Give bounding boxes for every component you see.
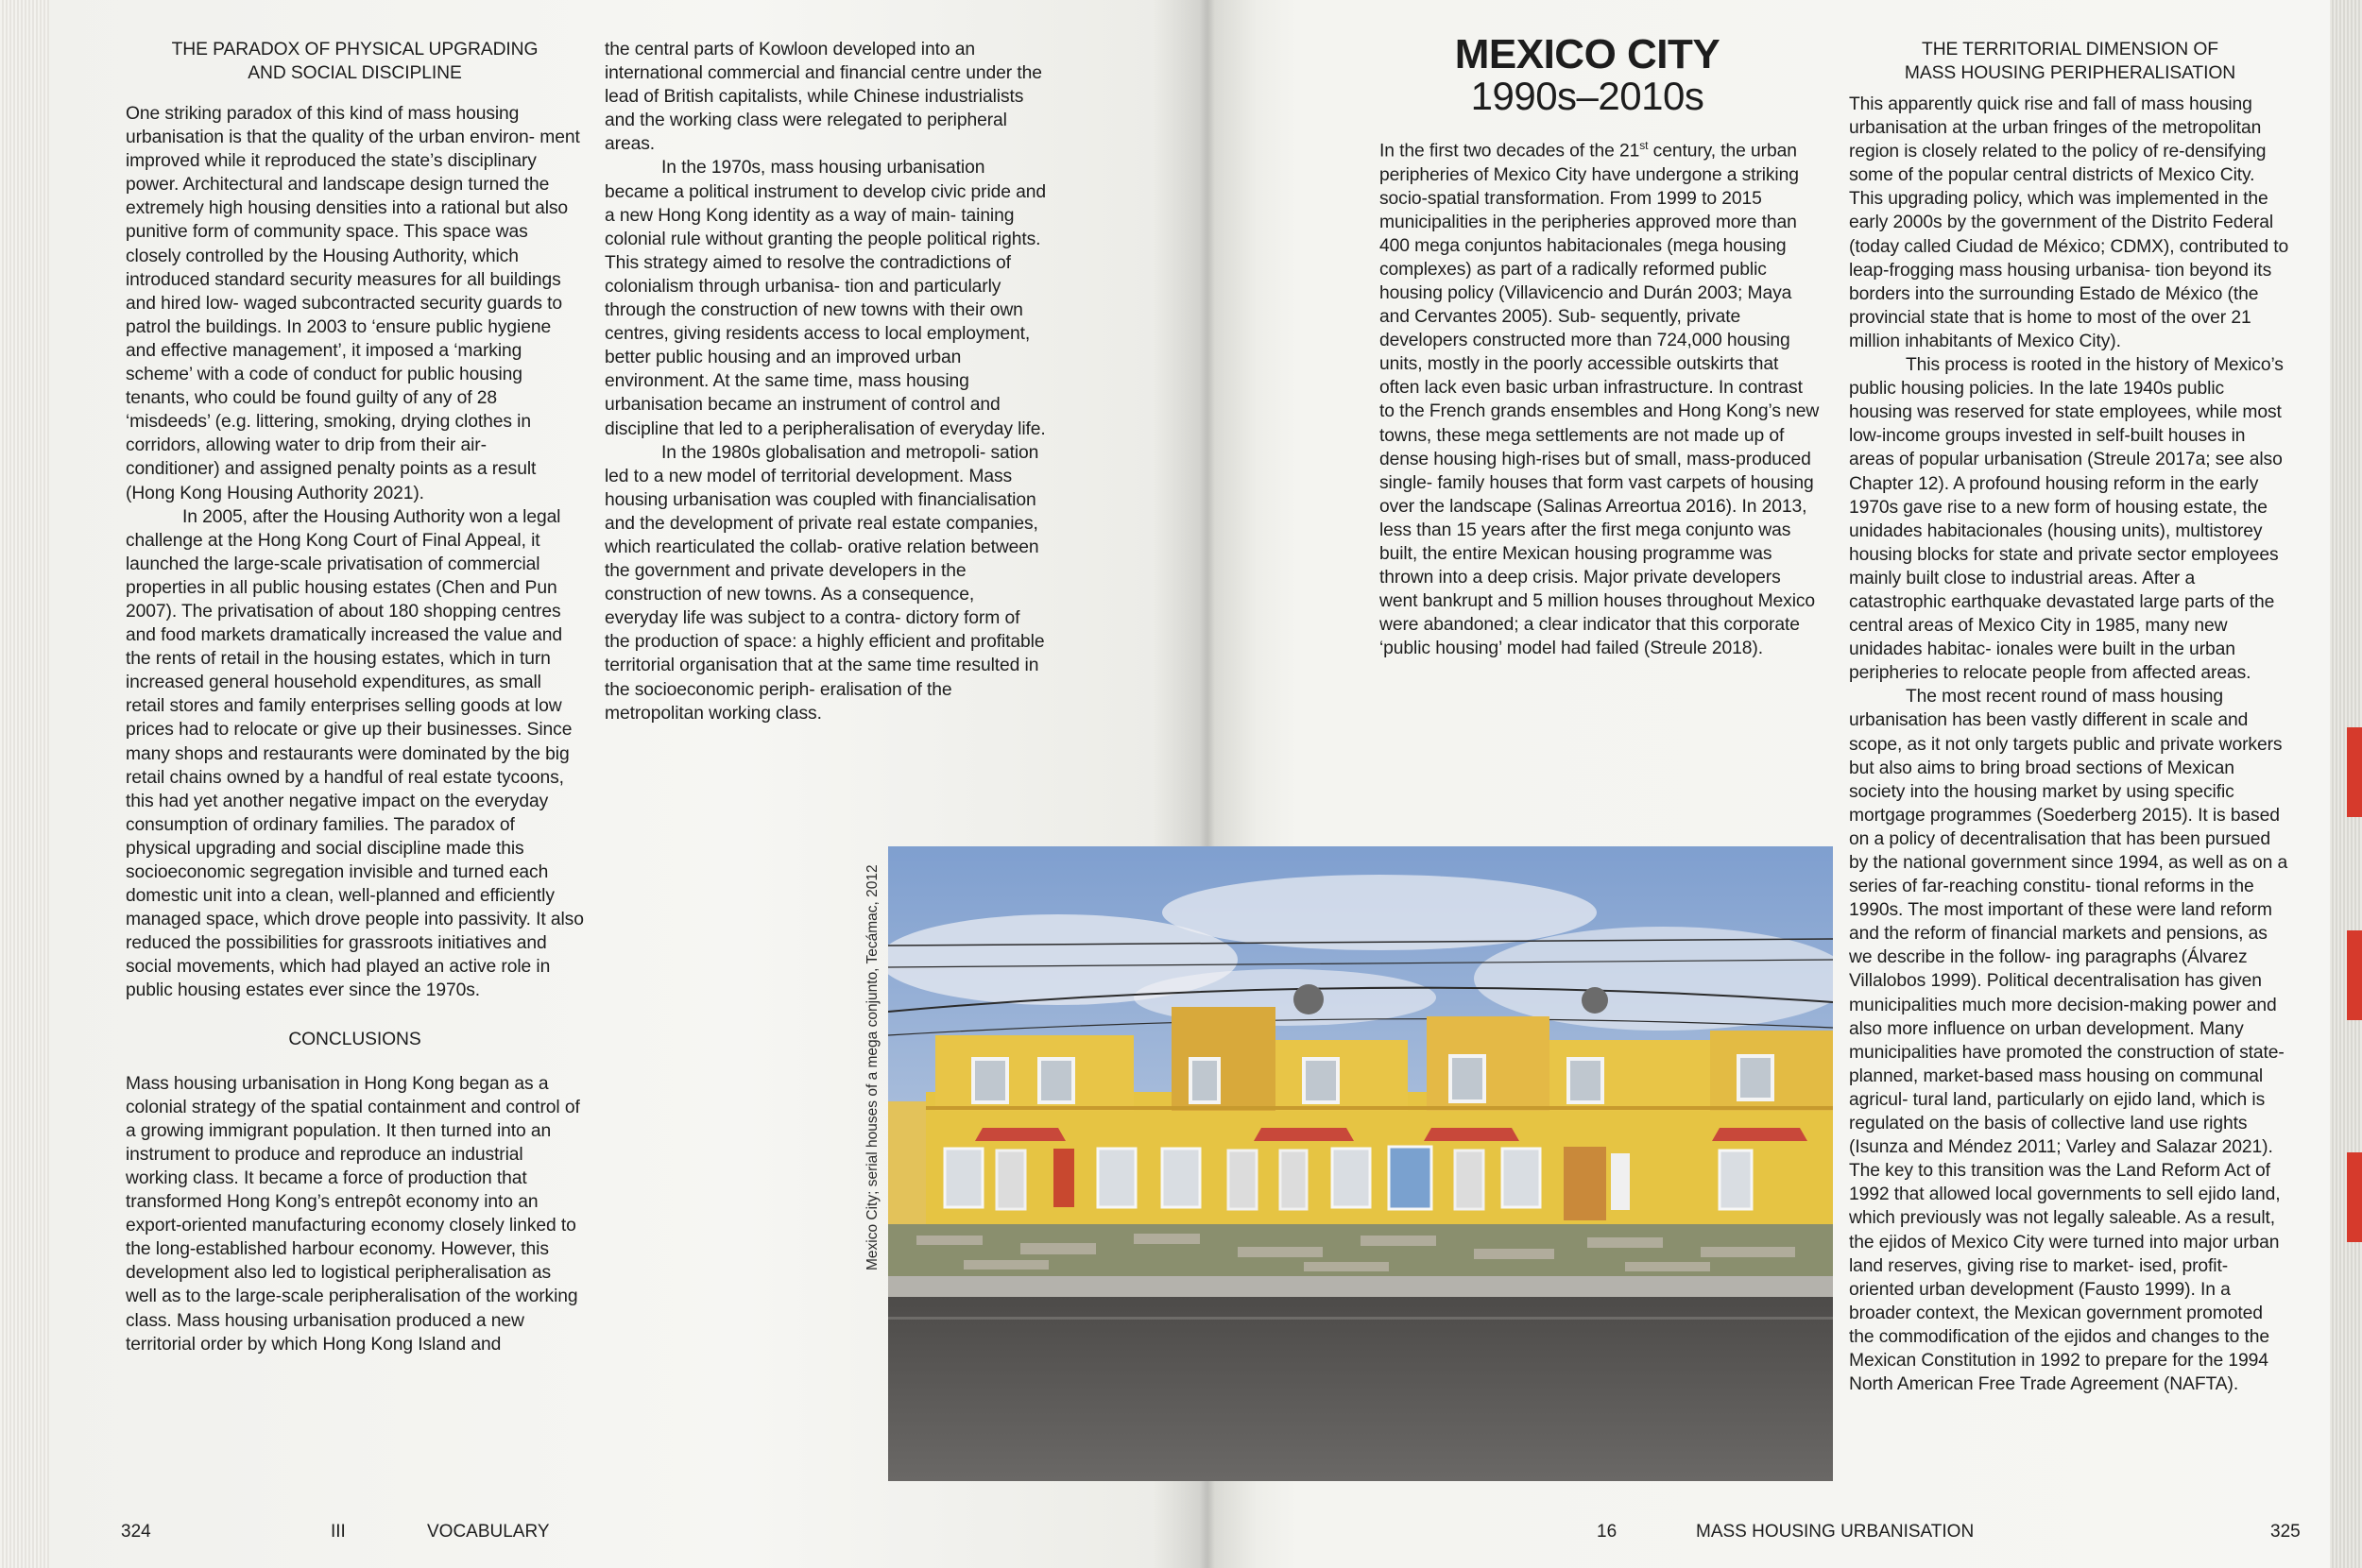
left-page-edge	[0, 0, 57, 1568]
left-column-1	[126, 38, 584, 1356]
body-paragraph-intro	[1379, 134, 1822, 660]
left-column-2	[605, 38, 1047, 725]
chapter-title	[1431, 31, 1743, 118]
body-paragraph: In 2005, after the Housing Authority won a legal challenge at the Hong Kong Court of Final Appeal, it launched the large-scale privatisation of commercial properties in all public housing estates (Chen and Pun 2007). The privatisation of about 180 shopping centres and food markets dramatically increased the value and the rents of retail in the housing estates, which in turn increased general household expenditures, as small retail stores and family enterprises selling goods at low prices had to relocate or give up their businesses. Since many shops and restaurants were dominated by the big retail chains owned by a handful of real estate tycoons, this had yet another negative impact on the everyday consumption of ordinary families. The paradox of physical upgrading and social discipline made this socioeconomic segregation invisible and turned each domestic unit into a clean, well-planned and efficiently managed space, which drove people into passivity. It also reduced the possibilities for grassroots initiatives and social movements, which had played an active role in public housing estates ever since the 1970s.	[126, 506, 584, 1001]
footer-section-right: MASS HOUSING URBANISATION	[1696, 1522, 1975, 1542]
body-paragraph: One striking paradox of this kind of mass housing urbanisation is that the quality of the urban environ- ment improved while it reproduced the state’s disciplinary power. Architectural and landscape design turned the extremely high housing densities into a rational but also punitive form of community space. This space was closely controlled by the Housing Authority, which introduced standard security measures for all buildings and hired low- waged subcontracted security guards to patrol the buildings. In 2003 to ‘ensure public hygiene and effective management’, it imposed a ‘marking scheme’ with a code of conduct for public housing tenants, who could be found guilty of any of 28 ‘misdeeds’ (e.g. littering, smoking, drying clothes in corridors, allowing water to drip from their air- conditioner) and assigned penalty points as a result (Hong Kong Housing Authority 2021).	[126, 104, 580, 503]
photo-illustration	[888, 846, 1833, 1481]
right-column-1	[1379, 134, 1822, 660]
chapter-title-line2: 1990s–2010s	[1470, 74, 1704, 118]
photo-caption: Mexico City; serial houses of a mega conjunto, Tecámac, 2012	[864, 864, 881, 1270]
body-paragraph: Mass housing urbanisation in Hong Kong began as a colonial strategy of the spatial containment and control of a growing immigrant population. It then turned into an instrument to produce and reproduce an industrial working class. It became a force of production that transformed Hong Kong’s entrepôt economy into an export-oriented manufacturing economy closely linked to the long-established harbour economy. However, this development also led to logistical peripheralisation as well as to the large-scale peripheralisation of the working class. Mass housing urbanisation produced a new territorial order by which Hong Kong Island and	[126, 1073, 580, 1355]
intro-text: In the first two decades of the 21	[1379, 141, 1640, 162]
right-column-2	[1849, 38, 2291, 1396]
body-paragraph: the central parts of Kowloon developed into an international commercial and financial centre under the lead of British capitalists, while Chinese industrialists and the working class were relegated to peripheral areas.	[605, 40, 1042, 155]
footer-part-number: III	[331, 1522, 346, 1542]
body-paragraph: In the 1970s, mass housing urbanisation became a political instrument to develop civic pride and a new Hong Kong identity as a way of main- taining colonial rule without granting the people political rights. This strategy aimed to resolve the contradictions of colonialism through urbanisa- tion and particularly through the construction of new towns with their own centres, giving residents access to local employment, better public housing and an improved urban environment. At the same time, mass housing urbanisation became an instrument of control and discipline that led to a peripheralisation of everyday life.	[605, 158, 1047, 439]
chapter-tab-marker	[2347, 1152, 2362, 1242]
footer-chapter-number: 16	[1597, 1522, 1617, 1542]
intro-text-cont: century, the urban peripheries of Mexico City have undergone a striking socio-spatial transformation. From 1999 to 2015 municipalities in the peripheries approved more than 400 mega conjuntos habitacionales (mega housing complexes) as part of a radically reformed public housing policy (Villavicencio and Durán 2003; Maya and Cervantes 2005). Sub- sequently, private developers constructed more than 724,000 housing units, mostly in the poorly accessible outskirts that often lack even basic urban infrastructure. In contrast to the French grands ensembles and Hong Kong’s new towns, these mega settlements are not made up of dense housing high-rises but of small, mass-produced single- family houses that form vast carpets of housing over the landscape (Salinas Arreortua 2016). In 2013, less than 15 years after the first mega conjunto was built, the entire Mexican housing programme was thrown into a deep crisis. Major private developers went bankrupt and 5 million houses throughout Mexico were abandoned; a clear indicator that this corporate ‘public housing’ model had failed (Streule 2018).	[1379, 141, 1820, 659]
footer-section-left: VOCABULARY	[427, 1522, 550, 1542]
chapter-title-line1: MEXICO CITY	[1454, 31, 1720, 77]
body-paragraph: The most recent round of mass housing urbanisation has been vastly different in scale and scope, as it not only targets public and private workers but also aims to bring broad sections of Mexican society into the housing market by using specific mortgage programmes (Soederberg 2015). It is based on a policy of decentralisation that has been pursued by the national government since 1994, as well as on a series of far-reaching constitu- tional reforms in the 1990s. The most important of these were land reform and the reform of financial markets and pensions, as we describe in the follow- ing paragraphs (Álvarez Villalobos 1999). Political decentralisation has given municipalities much more decision-making power and also more influence on urban development. Many municipalities have promoted the construction of state-planned, market-based mass housing on communal agricul- tural land, particularly on ejido land, which is regulated on the basis of collective land use rights (Isunza and Méndez 2011; Varley and Salazar 2021). The key to this transition was the Land Reform Act of 1992 that allowed local governments to sell ejido land, which previously was not legally saleable. As a result, the ejidos of Mexico City were turned into major urban land reserves, giving rise to market- ised, profit-oriented urban development (Fausto 1999). In a broader context, the Mexican government promoted the commodification of the ejidos and changes to the Mexican Constitution in 1992 to prepare for the 1994 North American Free Trade Agreement (NAFTA).	[1849, 687, 2288, 1395]
body-paragraph: In the 1980s globalisation and metropoli- sation led to a new model of territorial development. Mass housing urbanisation was coupled with financialisation and the development of private real estate companies, which rearticulated the collab- orative relation between the government and private developers in the construction of new towns. As a consequence, everyday life was subject to a contra- dictory form of the production of space: a highly efficient and profitable territorial organisation that at the same time resulted in the socioeconomic periph- eralisation of the metropolitan working class.	[605, 442, 1045, 724]
body-paragraph: This process is rooted in the history of Mexico’s public housing policies. In the late 1940s public housing was reserved for state employees, while most low-income groups invested in self-built houses in areas of popular urbanisation (Streule 2017a; see also Chapter 12). A profound housing reform in the early 1970s gave rise to a new form of housing estate, the unidades habitacionales (housing units), multistorey housing blocks for state and private sector employees mainly built close to industrial areas. After a catastrophic earthquake devastated large parts of the central areas of Mexico City in 1985, many new unidades habitac- ionales were built in the urban peripheries to relocate people from affected areas.	[1849, 355, 2284, 684]
footer-page-number-right: 325	[2270, 1522, 2301, 1542]
section-heading-territorial: THE TERRITORIAL DIMENSION OF MASS HOUSING PERIPHERALISATION	[1904, 40, 2236, 83]
chapter-tab-marker	[2347, 930, 2362, 1020]
footer-page-number-left: 324	[121, 1522, 151, 1542]
photo-mega-conjunto-houses	[888, 846, 1833, 1481]
section-heading-paradox: THE PARADOX OF PHYSICAL UPGRADING AND SOCIAL DISCIPLINE	[171, 40, 539, 83]
right-page-edge	[2330, 0, 2362, 1568]
section-heading-conclusions: CONCLUSIONS	[288, 1029, 421, 1049]
superscript: st	[1639, 139, 1649, 152]
body-paragraph: This apparently quick rise and fall of mass housing urbanisation at the urban fringes of the metropolitan region is closely related to the policy of re-densifying some of the popular central districts of Mexico City. This upgrading policy, which was implemented in the early 2000s by the government of the Distrito Federal (today called Ciudad de México; CDMX), contributed to leap-frogging mass housing urbanisa- tion beyond its borders into the surrounding Estado de México (the provincial state that is home to most of the over 21 million inhabitants of Mexico City).	[1849, 94, 2289, 351]
chapter-tab-marker	[2347, 727, 2362, 817]
